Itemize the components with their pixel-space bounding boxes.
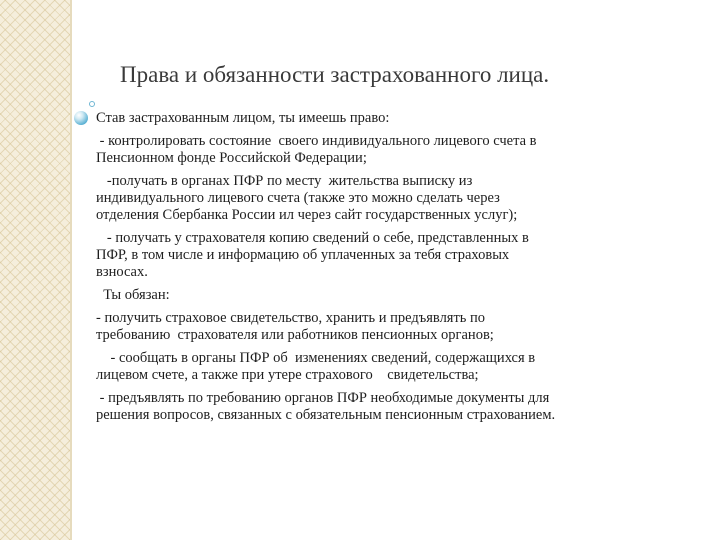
bullet-ring-icon xyxy=(89,101,95,107)
obligations-heading: Ты обязан: xyxy=(96,287,170,303)
bullet-dot-icon xyxy=(74,111,88,125)
slide-body xyxy=(96,110,696,430)
right-item-1: - контролировать состояние своего индивидуального лицевого счета в Пенсионном фонде Российской Федерации; xyxy=(96,133,537,166)
obligation-item-3: - предъявлять по требованию органов ПФР необходимые документы для решения вопросов, связанных с обязательным пенсионным страхованием. xyxy=(96,390,556,423)
obligation-item-1: - получить страховое свидетельство, хранить и предъявлять по требованию страхователя или работников пенсионных органов; xyxy=(96,310,494,343)
slide-title: Права и обязанности застрахованного лица. xyxy=(120,62,550,87)
lead-text: Став застрахованным лицом, ты имеешь право: xyxy=(96,110,390,126)
panel-divider xyxy=(70,0,72,540)
obligation-item-2: - сообщать в органы ПФР об изменениях сведений, содержащихся в лицевом счете, а также при утере страхового свидетельства; xyxy=(96,350,536,383)
decorative-pattern-panel xyxy=(0,0,70,540)
right-item-3: - получать у страхователя копию сведений о себе, представленных в ПФР, в том числе и информацию об уплаченных за тебя страховых взносах. xyxy=(96,230,529,280)
right-item-2: -получать в органах ПФР по месту жительства выписку из индивидуального лицевого счета (также это можно сделать через отделения Сбербанка России ил через сайт государственных услуг); xyxy=(96,173,518,223)
